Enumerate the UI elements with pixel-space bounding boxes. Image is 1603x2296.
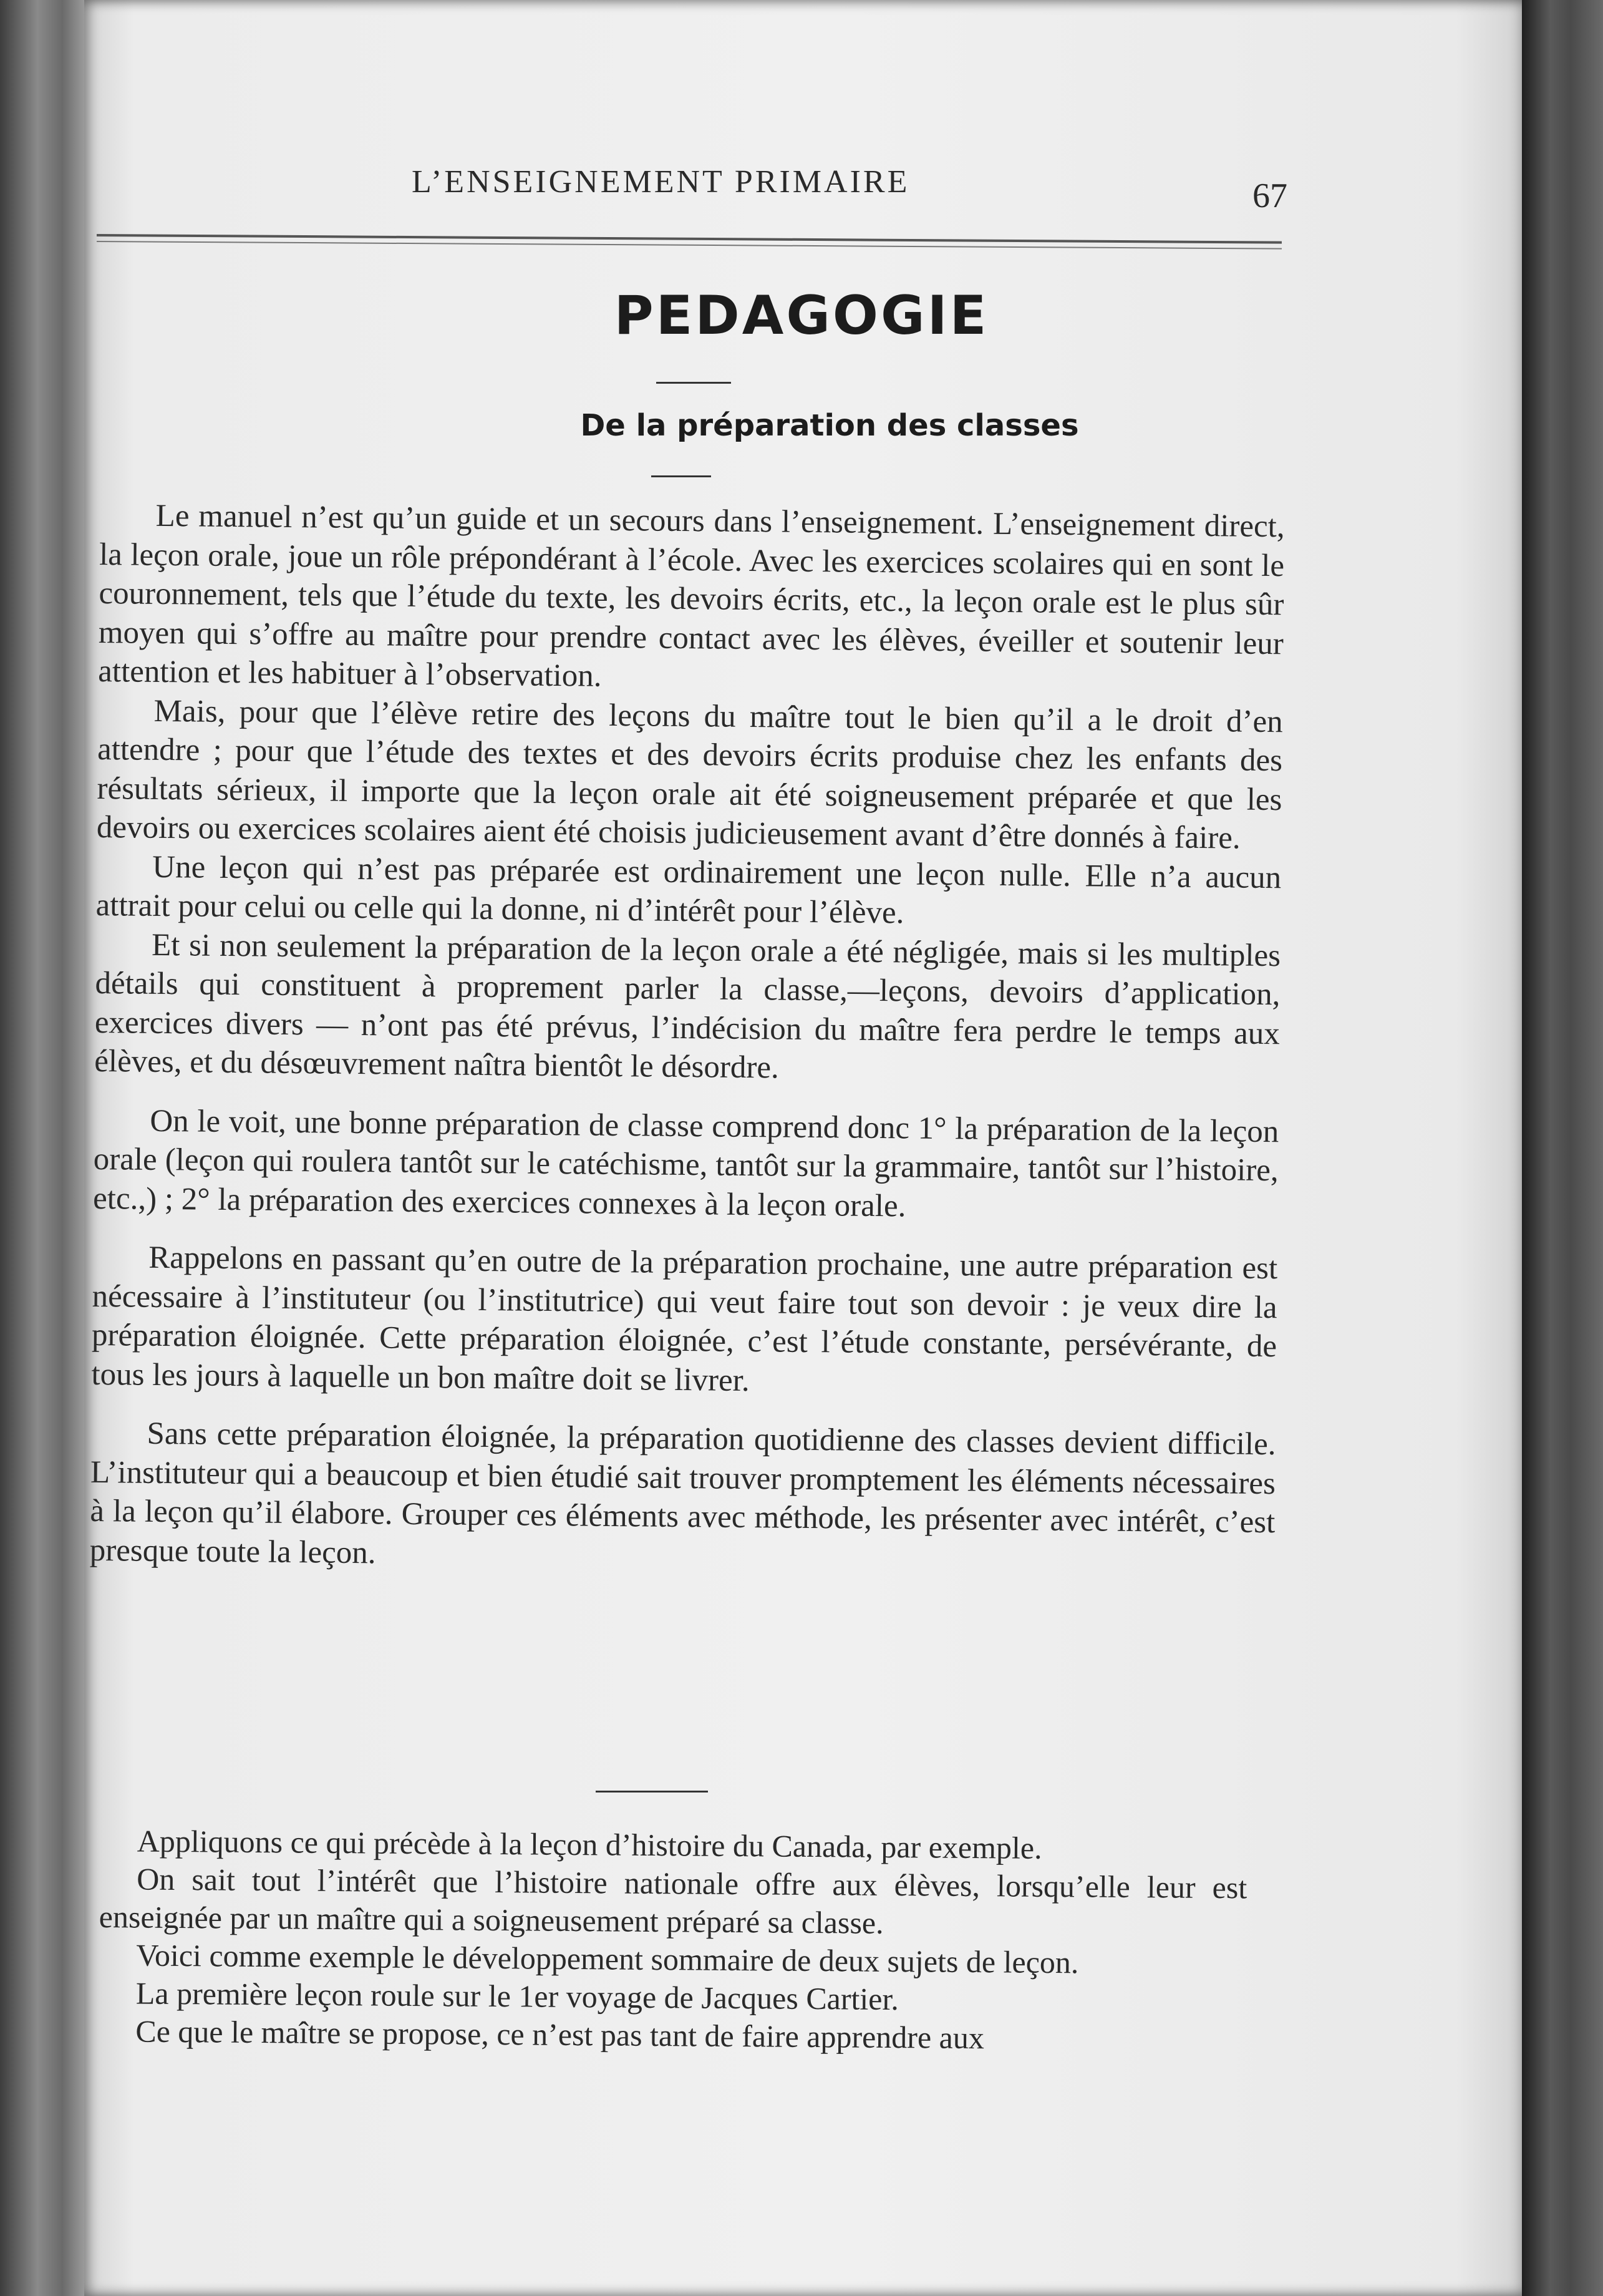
section-divider: [596, 1791, 708, 1793]
paragraph: Sans cette préparation éloignée, la préparation quotidienne des classes devient difficile. L’instituteur qui a beaucoup et bien étudié sait trouver promptement les éléments nécessaires à la leçon qu’il élabore. Grouper ces éléments avec méthode, les présenter avec intérêt, c’est presque toute la leçon.: [89, 1416, 1276, 1570]
title-divider: [656, 382, 731, 384]
paragraph: Ce que le maître se propose, ce n’est pas tant de faire apprendre aux: [135, 2013, 985, 2056]
page-number: 67: [1252, 177, 1287, 215]
paragraph: On le voit, une bonne préparation de classe comprend donc 1° la préparation de la leçon orale (leçon qui roulera tantôt sur le catéchisme, tantôt sur la grammaire, tantôt sur l’histoire, etc.,) ; 2° la préparation des exercices connexes à la leçon orale.: [92, 1103, 1279, 1223]
paragraph: Voici comme exemple le développement sommaire de deux sujets de leçon.: [136, 1937, 1079, 1980]
paragraph: Une leçon qui n’est pas préparée est ordinairement une leçon nulle. Elle n’a aucun attrait pour celui ou celle qui la donne, ni d’intérêt pour l’élève.: [95, 849, 1282, 931]
article-title: De la préparation des classes: [580, 408, 1079, 443]
paragraph: Rappelons en passant qu’en outre de la préparation prochaine, une autre préparation est nécessaire à l’instituteur (ou l’institutrice) qui veut faire tout son devoir : je veux dire la préparation éloignée. Cette préparation éloignée, c’est l’étude constante, persévérante, de tous les jours à laquelle un bon maître doit se livrer.: [91, 1240, 1278, 1398]
paragraph: Et si non seulement la préparation de la leçon orale a été négligée, mais si les multiples détails qui constituent à proprement parler la classe,—leçons, devoirs d’application, exercices divers — n’ont pas été prévus, l’indécision du maître fera perdre le temps aux élèves, et du désœuvrement naîtra bientôt le désordre.: [94, 927, 1281, 1086]
paragraph: La première leçon roule sur le 1er voyage de Jacques Cartier.: [135, 1975, 899, 2017]
example-body: [98, 1822, 1247, 2059]
paragraph: On sait tout l’intérêt que l’histoire nationale offre aux élèves, lorsqu’elle leur est enseignée par un maître qui a soigneusement préparé sa classe.: [99, 1861, 1247, 1940]
article-body: [89, 496, 1284, 1581]
paragraph: Appliquons ce qui précède à la leçon d’histoire du Canada, par exemple.: [137, 1823, 1042, 1865]
section-title: PEDAGOGIE: [614, 285, 989, 347]
paragraph: Le manuel n’est qu’un guide et un secours dans l’enseignement. L’enseignement direct, la leçon orale, joue un rôle prépondérant à l’école. Avec les exercices scolaires qui en sont le couronnement, tels que l’étude du texte, les devoirs écrits, etc., la leçon orale est le plus sûr moyen qui s’offre au maître pour prendre contact avec les élèves, éveiller et soutenir leur attention et les habituer à l’observation.: [98, 498, 1285, 694]
paragraph: Mais, pour que l’élève retire des leçons du maître tout le bien qu’il a le droit d’en attendre ; pour que l’étude des textes et des devoirs écrits produise chez les enfants des résultats sérieux, il importe que la leçon orale ait été soigneusement préparée et que les devoirs ou exercices scolaires aient été choisis judicieusement avant d’être donnés à faire.: [96, 693, 1283, 856]
subtitle-divider: [651, 475, 711, 477]
running-title: L’ENSEIGNEMENT PRIMAIRE: [412, 164, 910, 200]
